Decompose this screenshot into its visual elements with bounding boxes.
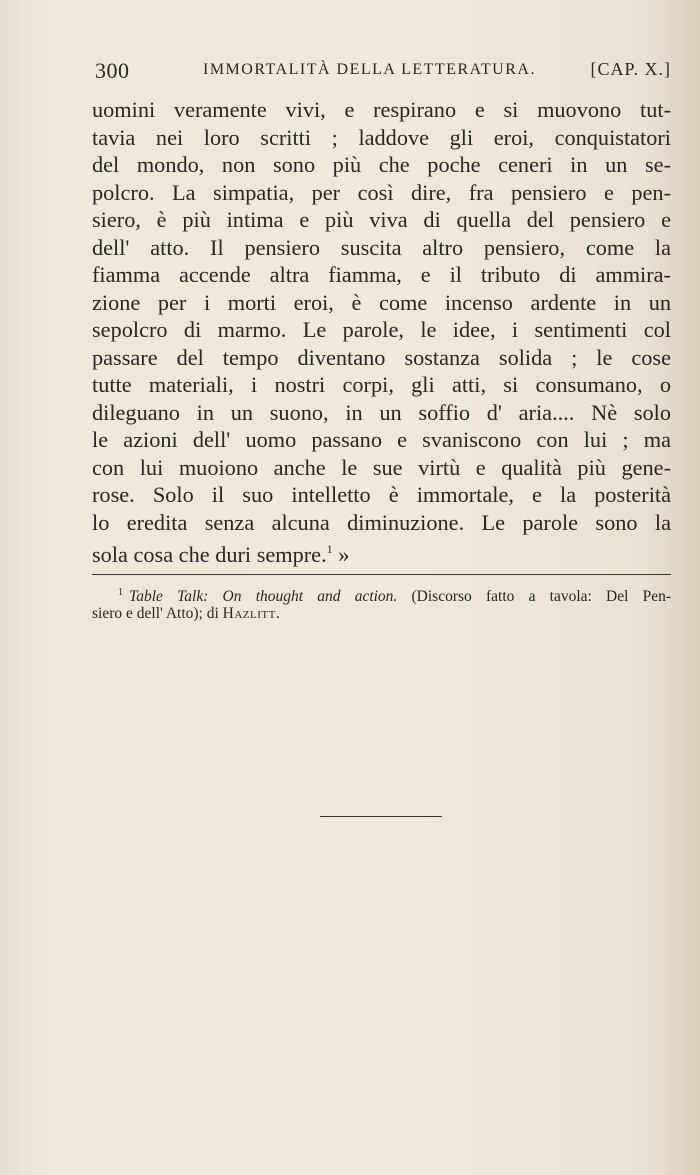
text-line: sepolcro di marmo. Le parole, le idee, i sentimenti col bbox=[92, 317, 671, 342]
text-line: passare del tempo diventano sostanza solida ; le cose bbox=[92, 344, 671, 370]
text-line: lo eredita senza alcuna diminuzione. Le parole sono la bbox=[92, 509, 671, 535]
text-line: polcro. La simpatia, per così dire, fra pensiero e pen- bbox=[92, 179, 671, 205]
last-line-text: sola cosa che duri sempre. bbox=[92, 542, 327, 567]
footnote-reference[interactable]: 1 bbox=[326, 542, 333, 556]
text-line: tutte materiali, i nostri corpi, gli atti, si consumano, o bbox=[92, 372, 671, 397]
footnote-text: (Discorso fatto a tavola: Del Pen- bbox=[411, 588, 671, 605]
footnote-number: 1 bbox=[118, 587, 123, 598]
text-line: siero, è più intima e più viva di quella del pensiero e bbox=[92, 207, 671, 232]
text-line: dileguano in un suono, in un soffio d' aria.... Nè solo bbox=[92, 399, 671, 425]
text-line: del mondo, non sono più che poche ceneri in un se- bbox=[92, 152, 671, 177]
body-text bbox=[92, 96, 671, 567]
footnote-divider bbox=[92, 574, 671, 575]
chapter-reference: [CAP. X.] bbox=[590, 59, 671, 79]
text-line: con lui muoiono anche le sue virtù e qualità più gene- bbox=[92, 454, 671, 480]
closing-quote: » bbox=[338, 542, 350, 567]
footnote-title: Table Talk: On thought and action. bbox=[129, 588, 398, 605]
text-line: zione per i morti eroi, è come incenso ardente in un bbox=[92, 289, 671, 315]
text-line: rose. Solo il suo intelletto è immortale, e la posterità bbox=[92, 482, 671, 507]
footnote-author: Hazlitt. bbox=[222, 605, 281, 622]
running-title: IMMORTALITÀ DELLA LETTERATURA. bbox=[203, 61, 536, 78]
text-line-last bbox=[92, 536, 671, 567]
footnote-line bbox=[92, 603, 671, 624]
footnote-text: siero e dell' Atto); di bbox=[92, 605, 219, 622]
footnote-line bbox=[92, 582, 671, 603]
text-line: le azioni dell' uomo passano e svaniscono con lui ; ma bbox=[92, 427, 671, 452]
page-number: 300 bbox=[95, 58, 130, 83]
end-rule bbox=[320, 816, 442, 817]
text-line: fiamma accende altra fiamma, e il tributo di ammira- bbox=[92, 262, 671, 287]
text-line: dell' atto. Il pensiero suscita altro pensiero, come la bbox=[92, 234, 671, 260]
text-line: tavia nei loro scritti ; laddove gli eroi, conquistatori bbox=[92, 124, 671, 150]
running-head bbox=[95, 58, 671, 88]
footnote bbox=[92, 582, 671, 624]
text-line: uomini veramente vivi, e respirano e si muovono tut- bbox=[92, 97, 671, 122]
